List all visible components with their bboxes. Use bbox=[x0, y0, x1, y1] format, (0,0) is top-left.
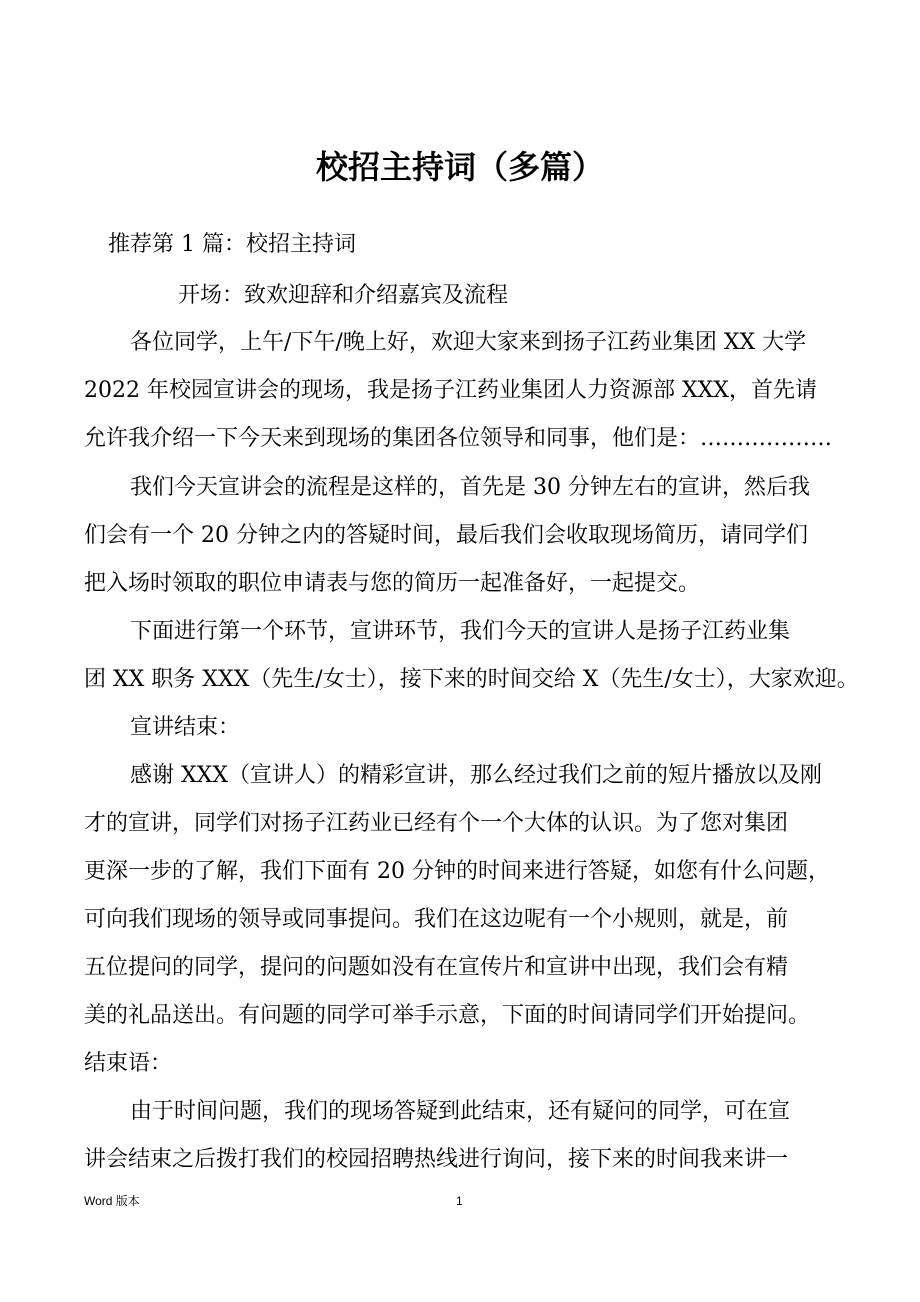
footer-label: Word 版本 bbox=[84, 1194, 140, 1208]
paragraph-line: 们会有一个 20 分钟之内的答疑时间，最后我们会收取现场简历，请同学们 bbox=[84, 523, 808, 548]
paragraph-line: 感谢 XXX（宣讲人）的精彩宣讲，那么经过我们之前的短片播放以及刚 bbox=[130, 763, 822, 788]
paragraph-line: 我们今天宣讲会的流程是这样的，首先是 30 分钟左右的宣讲，然后我 bbox=[130, 475, 810, 500]
paragraph-line: 讲会结束之后拨打我们的校园招聘热线进行询问，接下来的时间我来讲一 bbox=[84, 1147, 789, 1172]
paragraph-line: 由于时间问题，我们的现场答疑到此结束，还有疑问的同学，可在宣 bbox=[130, 1099, 791, 1124]
paragraph-line: 把入场时领取的职位申请表与您的简历一起准备好，一起提交。 bbox=[84, 571, 701, 596]
paragraph-line: 五位提问的同学，提问的问题如没有在宣传片和宣讲中出现，我们会有精 bbox=[84, 955, 789, 980]
paragraph-line: 团 XX 职务 XXX（先生/女士），接下来的时间交给 X（先生/女士），大家欢迎。 bbox=[84, 667, 859, 692]
paragraph-line: 允许我介绍一下今天来到现场的集团各位领导和同事，他们是：……………… bbox=[84, 426, 833, 451]
document-title: 校招主持词（多篇） bbox=[315, 148, 604, 186]
paragraph-line: 美的礼品送出。有问题的同学可举手示意，下面的时间请同学们开始提问。 bbox=[84, 1003, 811, 1028]
subsection-heading: 开场：致欢迎辞和介绍嘉宾及流程 bbox=[178, 283, 509, 308]
paragraph-line: 2022 年校园宣讲会的现场，我是扬子江药业集团人力资源部 XXX，首先请 bbox=[84, 378, 817, 403]
section-heading: 推荐第 1 篇：校招主持词 bbox=[108, 232, 356, 257]
paragraph-line: 下面进行第一个环节，宣讲环节，我们今天的宣讲人是扬子江药业集 bbox=[130, 619, 791, 644]
page-number: 1 bbox=[456, 1194, 463, 1208]
paragraph-line: 可向我们现场的领导或同事提问。我们在这边呢有一个小规则，就是，前 bbox=[84, 907, 789, 932]
paragraph-line: 更深一步的了解，我们下面有 20 分钟的时间来进行答疑，如您有什么问题， bbox=[84, 859, 830, 884]
section-label: 宣讲结束： bbox=[130, 715, 241, 740]
paragraph-line: 各位同学，上午/下午/晚上好，欢迎大家来到扬子江药业集团 XX 大学 bbox=[130, 330, 807, 355]
paragraph-line: 才的宣讲，同学们对扬子江药业已经有个一个大体的认识。为了您对集团 bbox=[84, 811, 789, 836]
section-label: 结束语： bbox=[84, 1051, 173, 1076]
